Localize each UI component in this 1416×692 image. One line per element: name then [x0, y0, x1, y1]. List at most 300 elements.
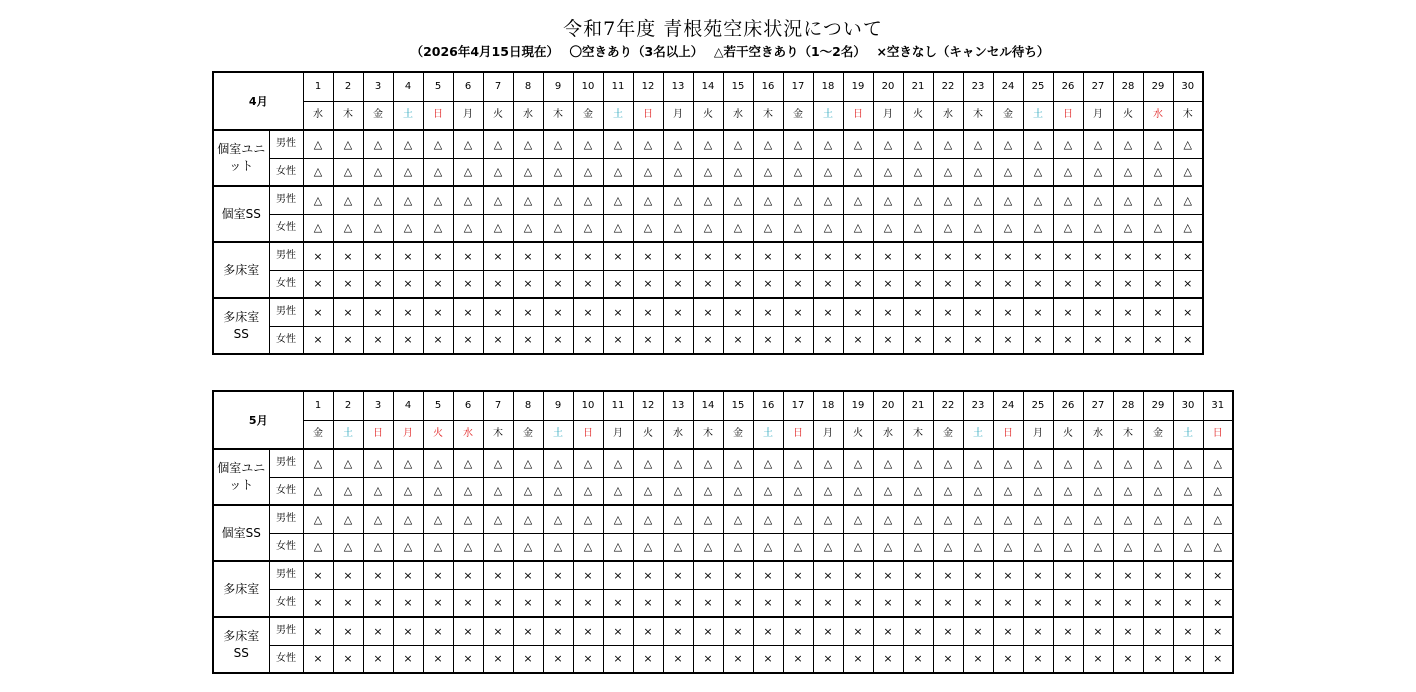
availability-mark: △ [1173, 449, 1203, 477]
availability-mark: × [1023, 298, 1053, 326]
availability-mark: × [933, 589, 963, 617]
availability-mark: △ [393, 449, 423, 477]
availability-mark: △ [693, 186, 723, 214]
availability-mark: △ [483, 505, 513, 533]
day-number: 21 [903, 72, 933, 101]
availability-mark: △ [993, 477, 1023, 505]
availability-mark: △ [873, 214, 903, 242]
availability-mark: × [843, 242, 873, 270]
availability-mark: △ [723, 186, 753, 214]
availability-mark: × [993, 589, 1023, 617]
availability-mark: △ [903, 477, 933, 505]
availability-mark: × [753, 645, 783, 673]
availability-mark: △ [663, 186, 693, 214]
gender-label: 女性 [269, 214, 303, 242]
availability-mark: × [753, 561, 783, 589]
gender-label: 男性 [269, 505, 303, 533]
day-number: 29 [1143, 391, 1173, 420]
availability-mark: × [513, 270, 543, 298]
weekday-label: 金 [513, 420, 543, 449]
availability-mark: × [453, 326, 483, 354]
availability-mark: × [573, 298, 603, 326]
availability-mark: △ [483, 186, 513, 214]
availability-mark: △ [1083, 533, 1113, 561]
availability-mark: △ [513, 214, 543, 242]
availability-mark: × [333, 242, 363, 270]
availability-mark: △ [573, 505, 603, 533]
availability-mark: △ [843, 477, 873, 505]
weekday-row [213, 420, 1233, 449]
table-row [213, 561, 1233, 589]
weekday-label: 水 [663, 420, 693, 449]
availability-mark: × [663, 589, 693, 617]
availability-mark: × [1053, 561, 1083, 589]
availability-mark: △ [1053, 533, 1083, 561]
availability-mark: △ [573, 477, 603, 505]
availability-mark: × [783, 645, 813, 673]
availability-mark: △ [723, 449, 753, 477]
availability-mark: △ [1143, 158, 1173, 186]
availability-mark: △ [993, 158, 1023, 186]
availability-mark: × [1023, 242, 1053, 270]
availability-mark: △ [873, 533, 903, 561]
availability-mark: × [1053, 617, 1083, 645]
availability-mark: △ [963, 477, 993, 505]
availability-mark: △ [543, 214, 573, 242]
availability-mark: × [453, 298, 483, 326]
room-block [213, 505, 1233, 561]
availability-mark: × [303, 242, 333, 270]
availability-mark: × [453, 589, 483, 617]
availability-mark: △ [873, 186, 903, 214]
weekday-label: 日 [363, 420, 393, 449]
availability-mark: × [423, 645, 453, 673]
table-row [213, 298, 1203, 326]
availability-mark: × [1143, 326, 1173, 354]
availability-mark: × [333, 617, 363, 645]
availability-mark: △ [573, 449, 603, 477]
availability-mark: × [663, 242, 693, 270]
availability-mark: △ [483, 158, 513, 186]
availability-mark: △ [723, 477, 753, 505]
availability-mark: △ [453, 477, 483, 505]
availability-mark: △ [753, 214, 783, 242]
availability-mark: × [1173, 298, 1203, 326]
availability-mark: △ [513, 505, 543, 533]
day-number: 2 [333, 72, 363, 101]
availability-mark: × [813, 589, 843, 617]
table-row [213, 326, 1203, 354]
availability-mark: × [693, 561, 723, 589]
availability-mark: △ [903, 158, 933, 186]
availability-mark: × [633, 617, 663, 645]
month-label: 4月 [213, 72, 303, 130]
availability-mark: × [513, 561, 543, 589]
availability-mark: × [363, 326, 393, 354]
availability-mark: △ [303, 505, 333, 533]
weekday-label: 土 [393, 101, 423, 130]
availability-mark: × [1173, 617, 1203, 645]
availability-mark: △ [543, 186, 573, 214]
availability-mark: × [573, 617, 603, 645]
availability-mark: × [483, 645, 513, 673]
availability-mark: × [993, 298, 1023, 326]
day-number: 4 [393, 391, 423, 420]
availability-mark: × [783, 270, 813, 298]
page-title: 令和7年度 青根苑空床状況について [563, 18, 883, 40]
availability-mark: △ [633, 477, 663, 505]
availability-mark: △ [363, 505, 393, 533]
availability-mark: △ [753, 449, 783, 477]
availability-mark: △ [303, 130, 333, 158]
room-block [213, 186, 1203, 242]
availability-mark: △ [1053, 449, 1083, 477]
availability-mark: △ [813, 214, 843, 242]
availability-mark: △ [543, 505, 573, 533]
gender-label: 女性 [269, 270, 303, 298]
availability-mark: × [483, 561, 513, 589]
day-number: 11 [603, 391, 633, 420]
availability-mark: △ [693, 505, 723, 533]
availability-mark: × [933, 270, 963, 298]
availability-mark: × [663, 298, 693, 326]
room-type-label: 個室SS [213, 505, 269, 561]
availability-mark: × [603, 298, 633, 326]
availability-mark: × [573, 326, 603, 354]
availability-mark: △ [873, 158, 903, 186]
availability-mark: × [633, 561, 663, 589]
availability-mark: × [873, 589, 903, 617]
availability-mark: △ [573, 533, 603, 561]
availability-mark: × [1023, 561, 1053, 589]
availability-mark: × [663, 326, 693, 354]
availability-mark: △ [573, 186, 603, 214]
availability-mark: △ [693, 449, 723, 477]
table-row [213, 214, 1203, 242]
room-type-label: 個室ユニット [213, 130, 269, 186]
gender-label: 男性 [269, 561, 303, 589]
availability-mark: × [723, 645, 753, 673]
availability-mark: × [1083, 645, 1113, 673]
availability-mark: × [453, 617, 483, 645]
weekday-label: 土 [333, 420, 363, 449]
availability-mark: △ [1113, 186, 1143, 214]
availability-mark: △ [783, 214, 813, 242]
availability-mark: × [693, 617, 723, 645]
availability-mark: △ [843, 505, 873, 533]
availability-mark: △ [1113, 130, 1143, 158]
availability-mark: △ [603, 533, 633, 561]
table-row [213, 505, 1233, 533]
availability-mark: × [963, 645, 993, 673]
availability-mark: × [513, 242, 543, 270]
availability-mark: × [783, 617, 813, 645]
availability-mark: × [543, 561, 573, 589]
availability-mark: × [753, 242, 783, 270]
room-type-label: 多床室 [213, 242, 269, 298]
availability-mark: × [1143, 561, 1173, 589]
availability-mark: △ [933, 449, 963, 477]
availability-mark: × [1023, 270, 1053, 298]
availability-mark: △ [483, 533, 513, 561]
availability-mark: × [1143, 298, 1173, 326]
availability-mark: × [1023, 589, 1053, 617]
availability-mark: × [753, 589, 783, 617]
availability-mark: △ [1023, 214, 1053, 242]
weekday-label: 木 [1113, 420, 1143, 449]
availability-mark: △ [393, 214, 423, 242]
availability-mark: × [393, 326, 423, 354]
availability-mark: △ [1143, 477, 1173, 505]
availability-mark: △ [1113, 158, 1143, 186]
availability-mark: △ [663, 449, 693, 477]
weekday-label: 木 [963, 101, 993, 130]
day-number: 16 [753, 72, 783, 101]
availability-mark: × [513, 298, 543, 326]
availability-mark: × [393, 270, 423, 298]
weekday-label: 月 [453, 101, 483, 130]
availability-mark: △ [573, 158, 603, 186]
availability-mark: × [393, 617, 423, 645]
availability-mark: × [933, 645, 963, 673]
availability-mark: × [483, 298, 513, 326]
day-number: 17 [783, 391, 813, 420]
availability-mark: × [933, 242, 963, 270]
availability-mark: △ [693, 533, 723, 561]
availability-mark: △ [903, 214, 933, 242]
table-row [213, 589, 1233, 617]
availability-mark: △ [453, 186, 483, 214]
availability-mark: △ [543, 533, 573, 561]
weekday-label: 木 [693, 420, 723, 449]
table-row [213, 270, 1203, 298]
availability-mark: △ [423, 186, 453, 214]
weekday-label: 日 [1053, 101, 1083, 130]
availability-mark: × [843, 270, 873, 298]
weekday-label: 木 [1173, 101, 1203, 130]
availability-mark: △ [1053, 130, 1083, 158]
availability-mark: △ [903, 130, 933, 158]
availability-mark: △ [933, 130, 963, 158]
availability-mark: △ [993, 214, 1023, 242]
weekday-label: 土 [753, 420, 783, 449]
availability-mark: × [573, 589, 603, 617]
availability-mark: △ [633, 449, 663, 477]
availability-mark: × [1053, 242, 1083, 270]
availability-mark: △ [1023, 158, 1053, 186]
availability-mark: △ [693, 477, 723, 505]
availability-mark: × [813, 326, 843, 354]
gender-label: 男性 [269, 449, 303, 477]
availability-mark: × [813, 617, 843, 645]
weekday-label: 金 [723, 420, 753, 449]
availability-mark: △ [783, 449, 813, 477]
availability-mark: △ [813, 505, 843, 533]
availability-mark: × [1113, 617, 1143, 645]
availability-mark: △ [1203, 533, 1233, 561]
availability-mark: △ [903, 533, 933, 561]
day-number: 8 [513, 72, 543, 101]
availability-mark: △ [1173, 533, 1203, 561]
availability-mark: × [873, 561, 903, 589]
weekday-label: 木 [753, 101, 783, 130]
availability-mark: △ [393, 533, 423, 561]
availability-mark: △ [453, 533, 483, 561]
availability-mark: × [1113, 645, 1143, 673]
availability-mark: × [543, 617, 573, 645]
gender-label: 女性 [269, 326, 303, 354]
availability-mark: × [963, 242, 993, 270]
table-row [213, 130, 1203, 158]
availability-mark: △ [933, 158, 963, 186]
availability-mark: × [333, 270, 363, 298]
availability-mark: × [963, 589, 993, 617]
weekday-label: 月 [603, 420, 633, 449]
availability-mark: × [423, 561, 453, 589]
room-type-label: 個室SS [213, 186, 269, 242]
weekday-label: 木 [903, 420, 933, 449]
availability-mark: △ [393, 130, 423, 158]
availability-mark: △ [903, 186, 933, 214]
availability-mark: △ [303, 214, 333, 242]
weekday-label: 金 [993, 101, 1023, 130]
availability-mark: △ [723, 505, 753, 533]
availability-mark: × [993, 645, 1023, 673]
availability-mark: △ [1023, 505, 1053, 533]
availability-mark: △ [363, 449, 393, 477]
availability-mark: × [1143, 589, 1173, 617]
availability-mark: × [723, 617, 753, 645]
availability-mark: △ [963, 449, 993, 477]
weekday-label: 火 [843, 420, 873, 449]
availability-mark: △ [933, 533, 963, 561]
availability-mark: △ [693, 130, 723, 158]
availability-mark: × [573, 561, 603, 589]
availability-mark: △ [1113, 477, 1143, 505]
availability-mark: △ [603, 214, 633, 242]
availability-mark: △ [693, 214, 723, 242]
weekday-label: 木 [543, 101, 573, 130]
availability-mark: △ [453, 214, 483, 242]
availability-mark: × [333, 589, 363, 617]
availability-mark: △ [993, 533, 1023, 561]
weekday-label: 月 [1023, 420, 1053, 449]
availability-mark: △ [393, 505, 423, 533]
day-number: 17 [783, 72, 813, 101]
weekday-label: 土 [963, 420, 993, 449]
availability-mark: × [963, 298, 993, 326]
availability-mark: × [933, 326, 963, 354]
availability-mark: × [723, 242, 753, 270]
availability-mark: △ [633, 158, 663, 186]
availability-mark: × [423, 617, 453, 645]
availability-mark: × [573, 645, 603, 673]
availability-mark: △ [333, 505, 363, 533]
weekday-row [213, 101, 1203, 130]
availability-mark: △ [1083, 158, 1113, 186]
availability-mark: × [873, 270, 903, 298]
availability-mark: × [783, 561, 813, 589]
availability-mark: △ [783, 158, 813, 186]
availability-mark: × [303, 589, 333, 617]
availability-mark: △ [1053, 186, 1083, 214]
gender-label: 男性 [269, 186, 303, 214]
availability-mark: △ [423, 533, 453, 561]
availability-mark: △ [843, 533, 873, 561]
availability-mark: × [303, 617, 333, 645]
weekday-label: 火 [903, 101, 933, 130]
availability-mark: △ [843, 186, 873, 214]
availability-mark: × [993, 270, 1023, 298]
availability-mark: × [903, 561, 933, 589]
availability-mark: △ [363, 158, 393, 186]
availability-mark: △ [843, 214, 873, 242]
availability-mark: △ [363, 186, 393, 214]
weekday-label: 金 [933, 420, 963, 449]
may-vacancy-table [212, 390, 1234, 674]
availability-mark: × [1083, 561, 1113, 589]
availability-mark: × [963, 561, 993, 589]
weekday-label: 月 [873, 101, 903, 130]
availability-mark: × [813, 298, 843, 326]
availability-mark: × [843, 298, 873, 326]
table-row [213, 533, 1233, 561]
availability-mark: △ [933, 214, 963, 242]
availability-mark: △ [753, 186, 783, 214]
day-number: 6 [453, 72, 483, 101]
availability-mark: × [333, 645, 363, 673]
availability-mark: △ [1113, 505, 1143, 533]
availability-mark: × [483, 326, 513, 354]
availability-mark: × [1173, 589, 1203, 617]
availability-mark: △ [393, 158, 423, 186]
availability-mark: △ [873, 130, 903, 158]
availability-mark: △ [1173, 505, 1203, 533]
availability-mark: × [993, 326, 1023, 354]
availability-mark: △ [1203, 477, 1233, 505]
day-number: 24 [993, 391, 1023, 420]
gender-label: 女性 [269, 158, 303, 186]
availability-mark: × [603, 645, 633, 673]
availability-mark: × [1113, 561, 1143, 589]
availability-mark: △ [783, 186, 813, 214]
availability-mark: × [693, 645, 723, 673]
availability-mark: × [933, 617, 963, 645]
day-number: 14 [693, 72, 723, 101]
availability-mark: △ [603, 449, 633, 477]
availability-mark: × [813, 270, 843, 298]
availability-mark: × [1053, 298, 1083, 326]
availability-mark: △ [1143, 214, 1173, 242]
availability-mark: × [693, 242, 723, 270]
availability-mark: × [1083, 589, 1113, 617]
legend-subtitle: （2026年4月15日現在） 〇空きあり（3名以上） △若干空きあり（1～2名） ×空きなし（キャンセル待ち） [410, 44, 1050, 59]
availability-mark: △ [963, 533, 993, 561]
availability-mark: × [513, 326, 543, 354]
availability-mark: × [753, 270, 783, 298]
availability-mark: × [453, 270, 483, 298]
weekday-label: 日 [573, 420, 603, 449]
availability-mark: △ [753, 477, 783, 505]
availability-mark: △ [663, 533, 693, 561]
availability-mark: △ [783, 533, 813, 561]
room-block [213, 242, 1203, 298]
availability-mark: × [1143, 270, 1173, 298]
availability-mark: × [663, 617, 693, 645]
availability-mark: △ [513, 158, 543, 186]
availability-mark: × [633, 242, 663, 270]
day-number: 28 [1113, 391, 1143, 420]
